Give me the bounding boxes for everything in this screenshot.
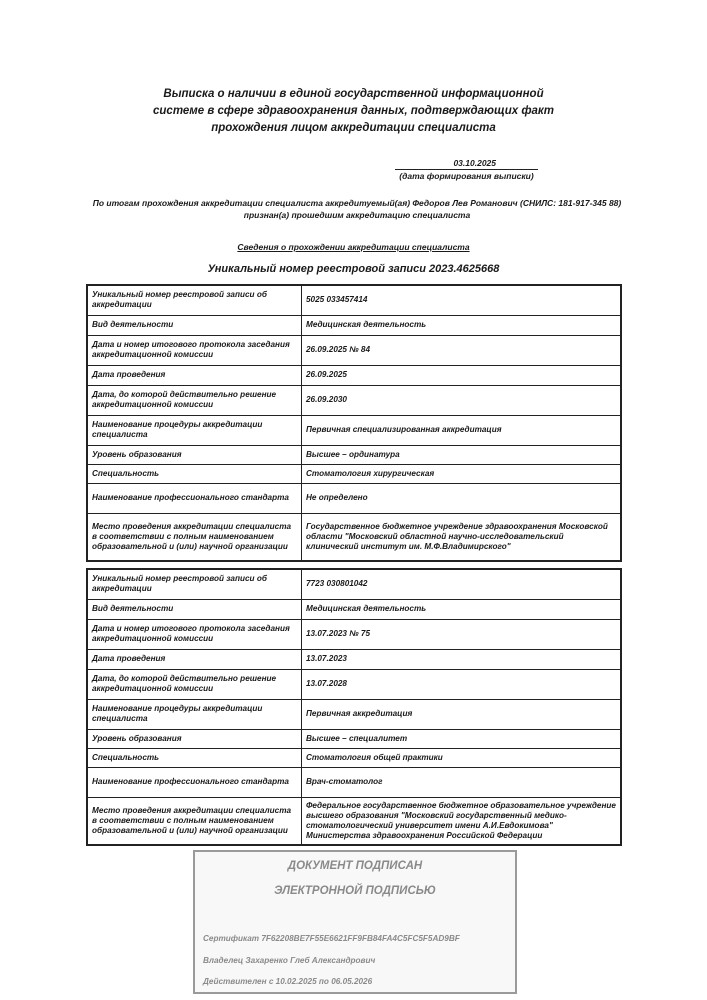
row-value: 13.07.2023 № 75 [302, 619, 622, 649]
row-label: Дата проведения [87, 365, 302, 385]
row-value: 26.09.2025 [302, 365, 622, 385]
table-row [87, 649, 621, 669]
row-value: Высшее – специалитет [302, 729, 622, 748]
table-row [87, 619, 621, 649]
row-value: 13.07.2023 [302, 649, 622, 669]
registry-number-heading: Уникальный номер реестровой записи 2023.4625668 [207, 263, 500, 275]
row-label: Дата проведения [87, 649, 302, 669]
table-row [87, 797, 621, 845]
stamp-heading: ДОКУМЕНТ ПОДПИСАН [287, 860, 423, 872]
electronic-signature-stamp [193, 850, 517, 994]
row-label: Уникальный номер реестровой записи об аккредитации [87, 569, 302, 599]
title-line: прохождения лицом аккредитации специалиста [211, 122, 496, 134]
row-label: Уровень образования [87, 729, 302, 748]
table-row [87, 483, 621, 513]
title-line: Выписка о наличии в единой государственной информационной [163, 88, 544, 100]
table-row [87, 669, 621, 699]
table-row [87, 385, 621, 415]
title-line: системе в сфере здравоохранения данных, подтверждающих факт [153, 105, 554, 117]
row-label: Дата, до которой действительно решение аккредитационной комиссии [87, 669, 302, 699]
intro-text: По итогам прохождения аккредитации специалиста аккредитуемый(ая) Федоров Лев Романович (СНИЛС: 181-917-345 88) признан(а) прошедшим аккредитацию специалиста [92, 198, 622, 220]
row-label: Место проведения аккредитации специалиста в соответствии с полным наименованием образовательной и (или) научной организации [87, 797, 302, 845]
row-label: Дата, до которой действительно решение аккредитационной комиссии [87, 385, 302, 415]
table-row [87, 335, 621, 365]
row-value: Первичная аккредитация [302, 699, 622, 729]
row-value: Медицинская деятельность [302, 599, 622, 619]
table-row [87, 365, 621, 385]
row-value: 26.09.2025 № 84 [302, 335, 622, 365]
stamp-certificate: Сертификат 7F62208BE7F55E6621FF9FB84FA4C5FC5F5AD9BF [203, 934, 460, 943]
row-label: Наименование процедуры аккредитации специалиста [87, 699, 302, 729]
row-label: Специальность [87, 464, 302, 483]
accreditation-record-table [86, 284, 622, 562]
issue-date-block [395, 157, 538, 182]
table-row [87, 767, 621, 797]
row-label: Дата и номер итогового протокола заседания аккредитационной комиссии [87, 335, 302, 365]
table-row [87, 445, 621, 464]
table-row [87, 748, 621, 767]
row-value: Медицинская деятельность [302, 315, 622, 335]
issue-date: 03.10.2025 [453, 158, 496, 168]
row-value: 26.09.2030 [302, 385, 622, 415]
table-row [87, 729, 621, 748]
stamp-owner: Владелец Захаренко Глеб Александрович [203, 956, 376, 965]
row-value: Врач-стоматолог [302, 767, 622, 797]
stamp-heading: ЭЛЕКТРОННОЙ ПОДПИСЬЮ [274, 885, 436, 897]
table-row [87, 569, 621, 599]
row-value: 7723 030801042 [302, 569, 622, 599]
row-label: Дата и номер итогового протокола заседания аккредитационной комиссии [87, 619, 302, 649]
row-value: Стоматология хирургическая [302, 464, 622, 483]
table-row [87, 513, 621, 561]
issue-date-caption: (дата формирования выписки) [399, 171, 534, 181]
table-row [87, 464, 621, 483]
row-value: Государственное бюджетное учреждение здравоохранения Московской области "Московский областной научно-исследовательский клинический институт им. М.Ф.Владимирского" [302, 513, 622, 561]
table-row [87, 699, 621, 729]
accreditation-record-table [86, 568, 622, 846]
row-value: Не определено [302, 483, 622, 513]
section-title: Сведения о прохождении аккредитации специалиста [237, 242, 470, 252]
row-label: Вид деятельности [87, 315, 302, 335]
row-label: Уникальный номер реестровой записи об аккредитации [87, 285, 302, 315]
table-row [87, 285, 621, 315]
table-row [87, 415, 621, 445]
row-value: Высшее – ординатура [302, 445, 622, 464]
table-row [87, 599, 621, 619]
row-value: 5025 033457414 [302, 285, 622, 315]
row-label: Место проведения аккредитации специалиста в соответствии с полным наименованием образовательной и (или) научной организации [87, 513, 302, 561]
row-label: Уровень образования [87, 445, 302, 464]
row-value: Первичная специализированная аккредитация [302, 415, 622, 445]
row-label: Наименование профессионального стандарта [87, 483, 302, 513]
document-title [140, 86, 567, 137]
row-value: Федеральное государственное бюджетное образовательное учреждение высшего образования "Московский государственный медико-стоматологический университет имени А.И.Евдокимова" Министерства здравоохранения Российской Федерации [302, 797, 622, 845]
row-value: Стоматология общей практики [302, 748, 622, 767]
row-value: 13.07.2028 [302, 669, 622, 699]
row-label: Специальность [87, 748, 302, 767]
stamp-validity: Действителен с 10.02.2025 по 06.05.2026 [203, 977, 373, 986]
table-row [87, 315, 621, 335]
row-label: Наименование профессионального стандарта [87, 767, 302, 797]
row-label: Вид деятельности [87, 599, 302, 619]
row-label: Наименование процедуры аккредитации специалиста [87, 415, 302, 445]
